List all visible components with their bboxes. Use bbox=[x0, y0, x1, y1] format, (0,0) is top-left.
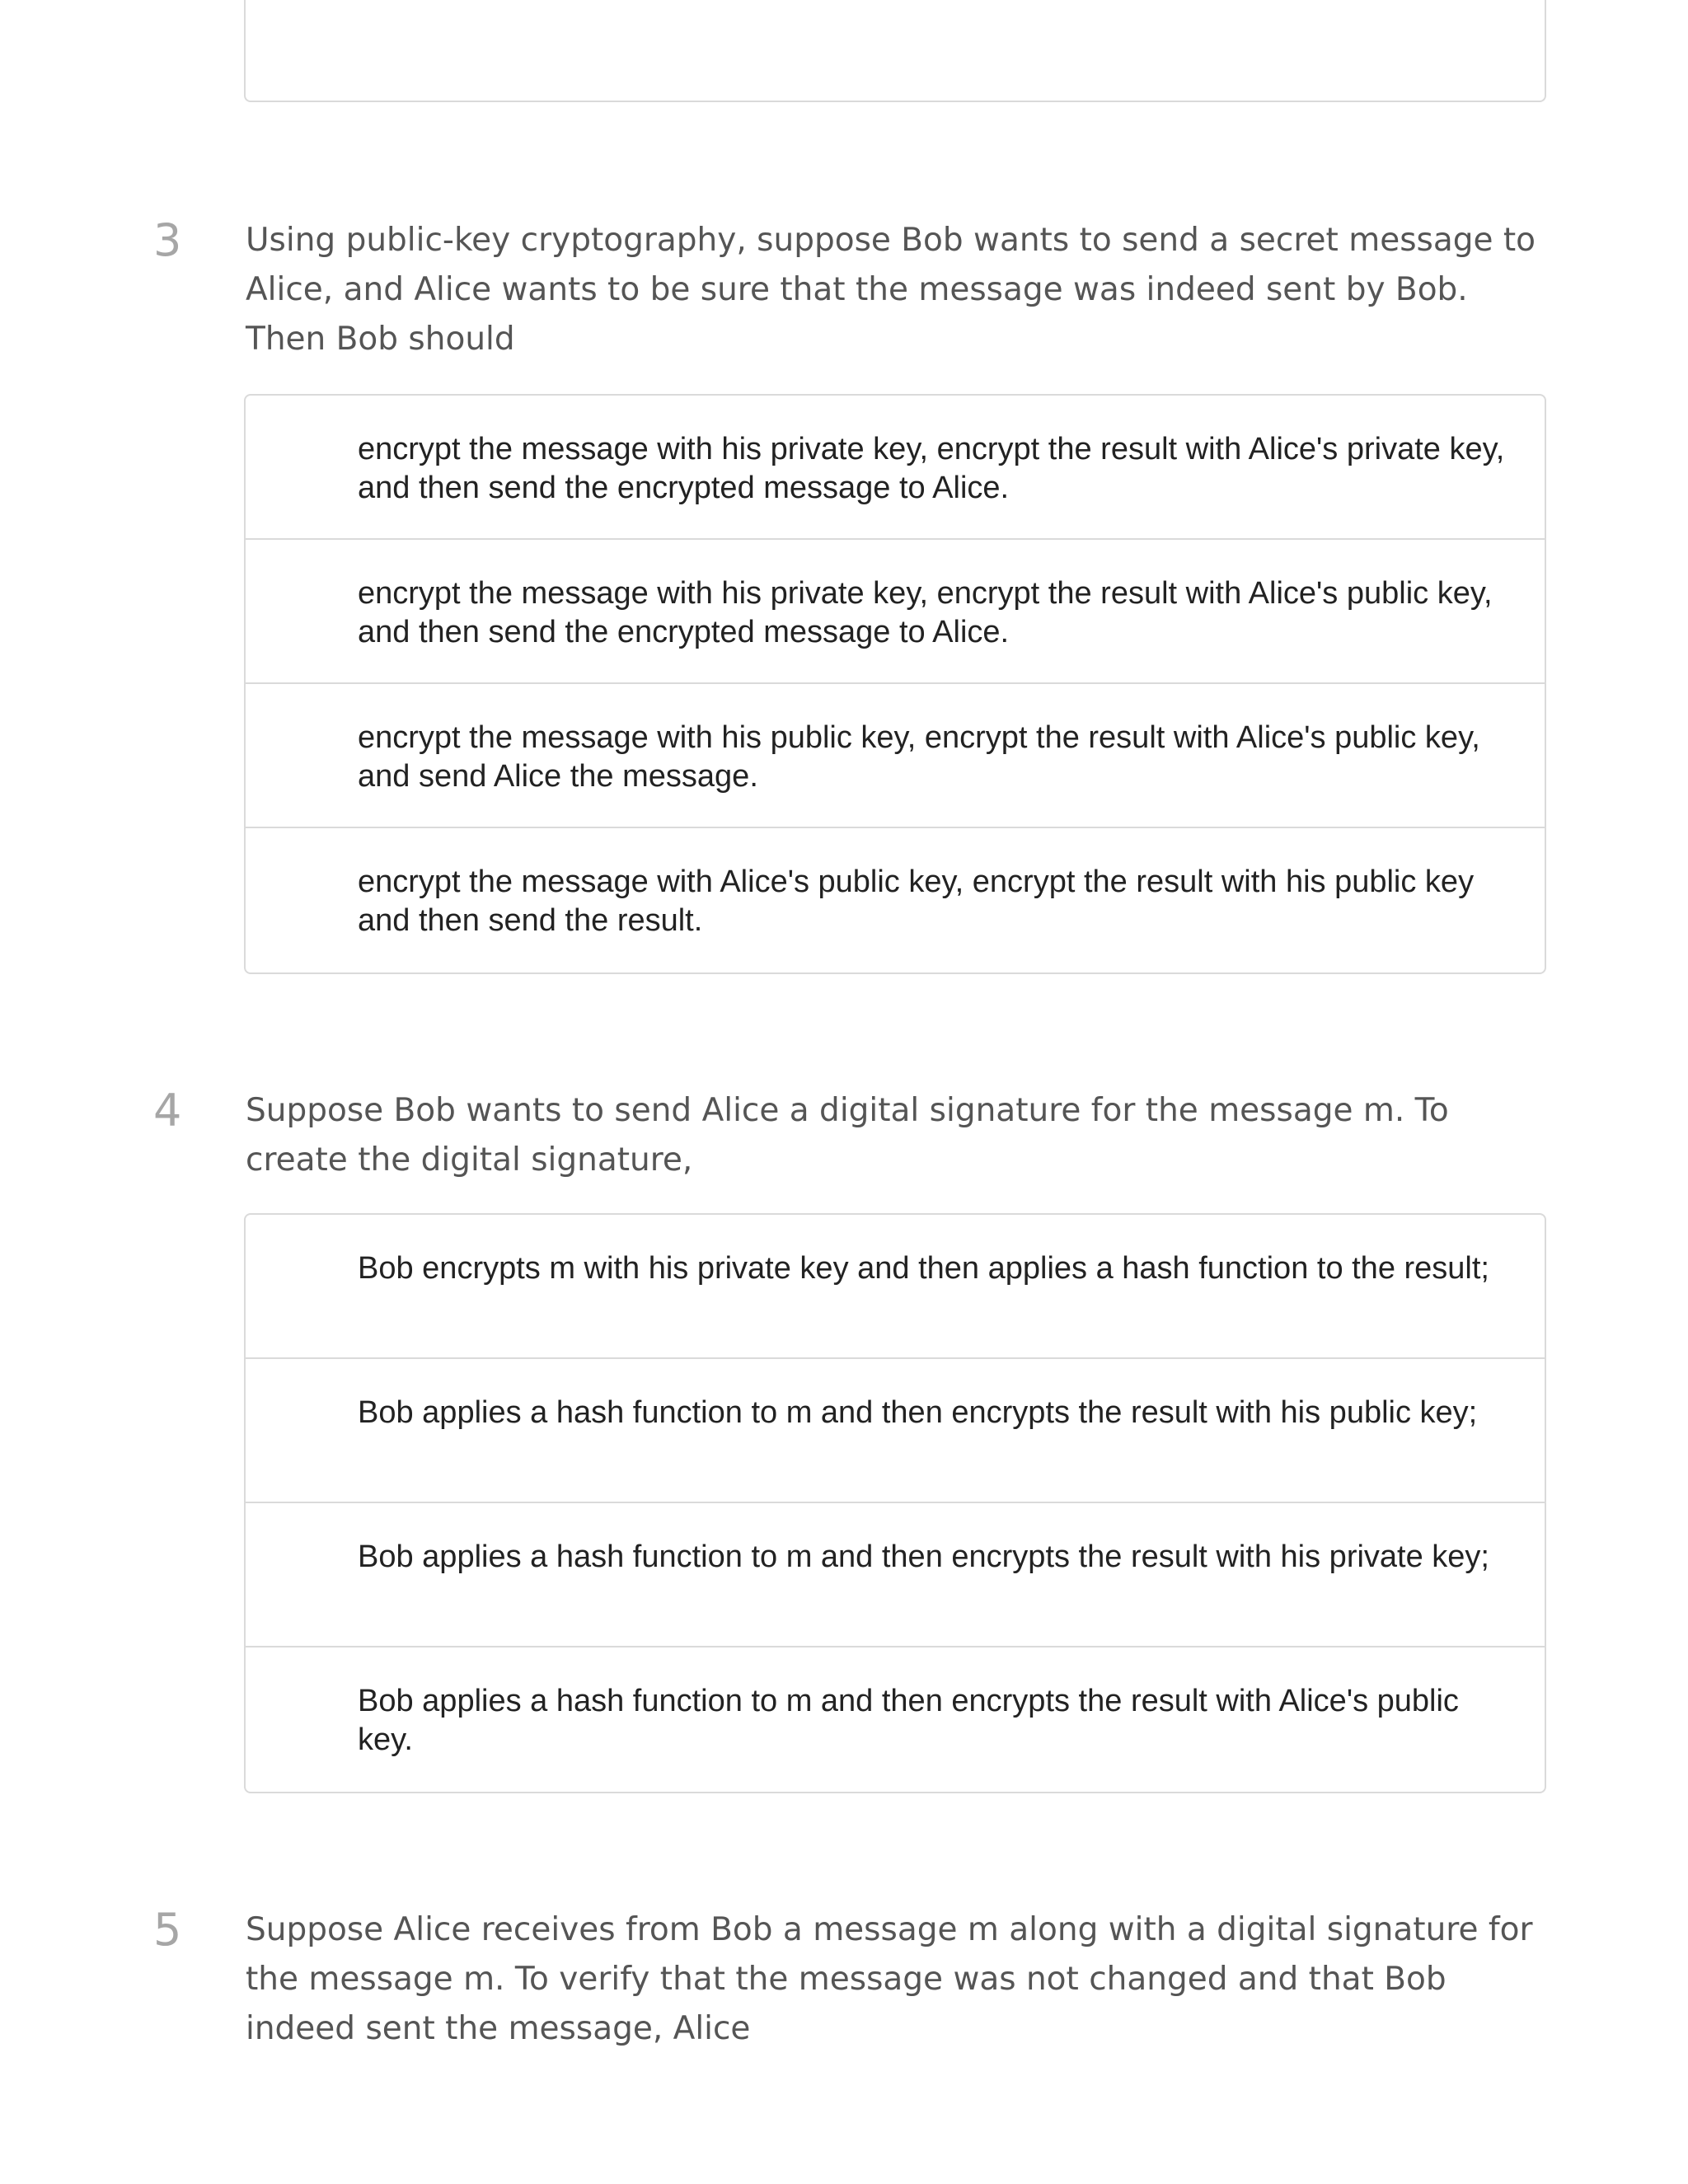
question-number: 3 bbox=[153, 214, 182, 266]
option-label: Bob applies a hash function to m and then encrypts the result with Alice's public key. bbox=[358, 1684, 1459, 1757]
option-label: encrypt the message with his public key, encrypt the result with Alice's public key, and send Alice the message. bbox=[358, 720, 1480, 794]
question-3-options bbox=[244, 394, 1546, 974]
question-number: 5 bbox=[153, 1904, 182, 1956]
option-label: encrypt the message with his private key, encrypt the result with Alice's public key, and then send the encrypted message to Alice. bbox=[358, 576, 1493, 649]
option-label: Bob applies a hash function to m and then encrypts the result with his public key; bbox=[358, 1395, 1478, 1430]
option-q4-b[interactable] bbox=[246, 1359, 1545, 1503]
question-number: 4 bbox=[153, 1085, 182, 1137]
question-4-options bbox=[244, 1213, 1546, 1793]
option-q3-c[interactable] bbox=[246, 684, 1545, 828]
option-q3-b[interactable] bbox=[246, 540, 1545, 684]
option-label: Bob encrypts m with his private key and then applies a hash function to the result; bbox=[358, 1251, 1489, 1286]
option-q4-c[interactable] bbox=[246, 1503, 1545, 1647]
previous-question-options-box bbox=[244, 0, 1546, 102]
option-q3-a[interactable] bbox=[246, 396, 1545, 540]
option-q4-d[interactable] bbox=[246, 1647, 1545, 1792]
option-q4-a[interactable] bbox=[246, 1215, 1545, 1359]
question-prompt: Using public-key cryptography, suppose Bob wants to send a secret message to Alice, and Alice wants to be sure that the message was indeed sent by Bob. Then Bob should bbox=[246, 222, 1536, 358]
option-label: encrypt the message with his private key, encrypt the result with Alice's private key, and then send the encrypted message to Alice. bbox=[358, 432, 1505, 505]
question-prompt: Suppose Bob wants to send Alice a digital signature for the message m. To create the digital signature, bbox=[246, 1092, 1449, 1179]
option-q3-d[interactable] bbox=[246, 828, 1545, 972]
option-label: encrypt the message with Alice's public key, encrypt the result with his public key and then send the result. bbox=[358, 865, 1475, 938]
option-label: Bob applies a hash function to m and then encrypts the result with his private key; bbox=[358, 1540, 1489, 1574]
question-prompt: Suppose Alice receives from Bob a message m along with a digital signature for the message m. To verify that the message was not changed and that Bob indeed sent the message, Alice bbox=[246, 1911, 1533, 2047]
